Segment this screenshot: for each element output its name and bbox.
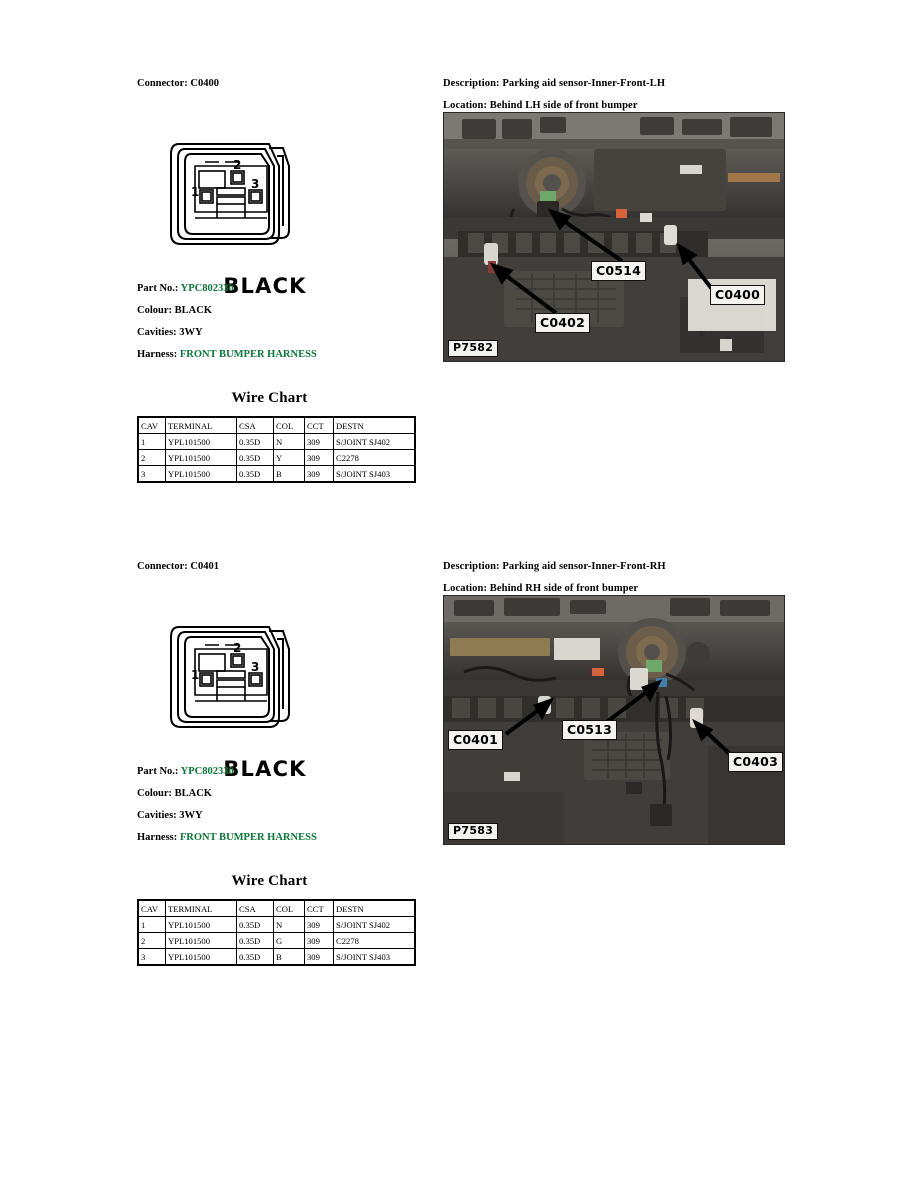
colour-value: BLACK [174,788,212,799]
connector-id-heading: Connector: C0401 [137,561,219,572]
photo-callout-c0514: C0514 [591,261,646,281]
location-photograph [443,595,785,845]
col-header-cct: CCT [305,900,334,917]
cell-cav: 1 [138,434,166,450]
connector-colour-word: BLACK [223,274,307,298]
cell-cct: 309 [305,917,334,933]
description-line: Description: Parking aid sensor-Inner-Front-LH [443,78,666,89]
pin-number-1: 1 [191,185,200,199]
wire-chart-title: Wire Chart [231,873,308,889]
cavities-row [137,327,427,339]
table-row [138,933,415,949]
cell-destn: C2278 [334,933,416,949]
location-line: Location: Behind LH side of front bumper [443,100,638,111]
table-header-row [138,900,415,917]
col-header-terminal: TERMINAL [166,417,237,434]
photo-callout-arrows [444,113,784,361]
table-row [138,949,415,966]
cavities-value: 3WY [179,810,203,821]
part-no-value: YPC802330 [180,283,234,294]
connector-left-column [137,78,427,479]
harness-label: Harness: [137,832,178,843]
part-no-label: Part No.: [137,283,179,294]
cell-cct: 309 [305,466,334,483]
cell-cct: 309 [305,949,334,966]
cell-cav: 3 [138,466,166,483]
connector-outline-svg [157,126,332,276]
colour-row [137,305,427,317]
photo-id-badge: P7582 [448,340,498,357]
cell-cct: 309 [305,450,334,466]
connector-outline-svg [157,609,332,759]
location-line: Location: Behind RH side of front bumper [443,583,639,594]
cell-csa: 0.35D [237,450,274,466]
cavities-label: Cavities: [137,327,177,338]
cavities-value: 3WY [179,327,203,338]
cell-destn: C2278 [334,450,416,466]
cell-csa: 0.35D [237,466,274,483]
col-header-col: COL [274,900,305,917]
harness-row [137,349,427,361]
cell-destn: S/JOINT SJ402 [334,917,416,933]
cell-csa: 0.35D [237,434,274,450]
part-no-value: YPC802330 [180,766,234,777]
cavities-label: Cavities: [137,810,177,821]
cell-terminal: YPL101500 [166,466,237,483]
cell-col: G [274,933,305,949]
colour-row [137,788,427,800]
connector-specs [137,283,427,371]
cell-terminal: YPL101500 [166,917,237,933]
photo-callout-c0401: C0401 [448,730,503,750]
harness-label: Harness: [137,349,178,360]
wire-chart-block [137,390,427,483]
table-row [138,434,415,450]
col-header-csa: CSA [237,417,274,434]
description-line: Description: Parking aid sensor-Inner-Front-RH [443,561,666,572]
cell-terminal: YPL101500 [166,933,237,949]
part-no-row [137,283,427,295]
pin-number-3: 3 [251,177,260,191]
cell-cav: 2 [138,933,166,949]
cell-cav: 3 [138,949,166,966]
table-row [138,450,415,466]
colour-label: Colour: [137,305,172,316]
cell-col: B [274,949,305,966]
connector-id-heading: Connector: C0400 [137,78,219,89]
cell-destn: S/JOINT SJ402 [334,434,416,450]
connector-right-column [443,78,788,362]
cell-cct: 309 [305,933,334,949]
connector-right-column [443,561,788,845]
cell-cct: 309 [305,434,334,450]
connector-left-column [137,561,427,962]
pin-number-3: 3 [251,660,260,674]
cell-csa: 0.35D [237,933,274,949]
col-header-cct: CCT [305,417,334,434]
cell-destn: S/JOINT SJ403 [334,466,416,483]
cell-col: N [274,917,305,933]
table-row [138,466,415,483]
part-no-row [137,766,427,778]
cell-cav: 2 [138,450,166,466]
photo-callout-c0402: C0402 [535,313,590,333]
pin-number-2: 2 [233,641,242,655]
table-row [138,917,415,933]
cell-terminal: YPL101500 [166,949,237,966]
cell-terminal: YPL101500 [166,434,237,450]
cell-destn: S/JOINT SJ403 [334,949,416,966]
wire-chart-table [137,416,416,483]
connector-specs [137,766,427,854]
col-header-csa: CSA [237,900,274,917]
part-no-label: Part No.: [137,766,179,777]
cavities-row [137,810,427,822]
cell-col: N [274,434,305,450]
harness-value: FRONT BUMPER HARNESS [179,349,317,360]
cell-cav: 1 [138,917,166,933]
cell-col: Y [274,450,305,466]
col-header-destn: DESTN [334,417,416,434]
col-header-col: COL [274,417,305,434]
cell-csa: 0.35D [237,917,274,933]
wire-chart-table [137,899,416,966]
photo-callout-c0403: C0403 [728,752,783,772]
pin-number-1: 1 [191,668,200,682]
pin-number-2: 2 [233,158,242,172]
col-header-cav: CAV [138,900,166,917]
col-header-terminal: TERMINAL [166,900,237,917]
cell-csa: 0.35D [237,949,274,966]
connector-colour-word: BLACK [223,757,307,781]
photo-callout-c0400: C0400 [710,285,765,305]
photo-id-badge: P7583 [448,823,498,840]
colour-value: BLACK [174,305,212,316]
col-header-cav: CAV [138,417,166,434]
harness-value: FRONT BUMPER HARNESS [179,832,317,843]
wire-chart-title: Wire Chart [231,390,308,406]
location-photograph [443,112,785,362]
table-header-row [138,417,415,434]
wire-chart-block [137,873,427,966]
colour-label: Colour: [137,788,172,799]
photo-callout-c0513: C0513 [562,720,617,740]
harness-row [137,832,427,844]
cell-col: B [274,466,305,483]
col-header-destn: DESTN [334,900,416,917]
cell-terminal: YPL101500 [166,450,237,466]
